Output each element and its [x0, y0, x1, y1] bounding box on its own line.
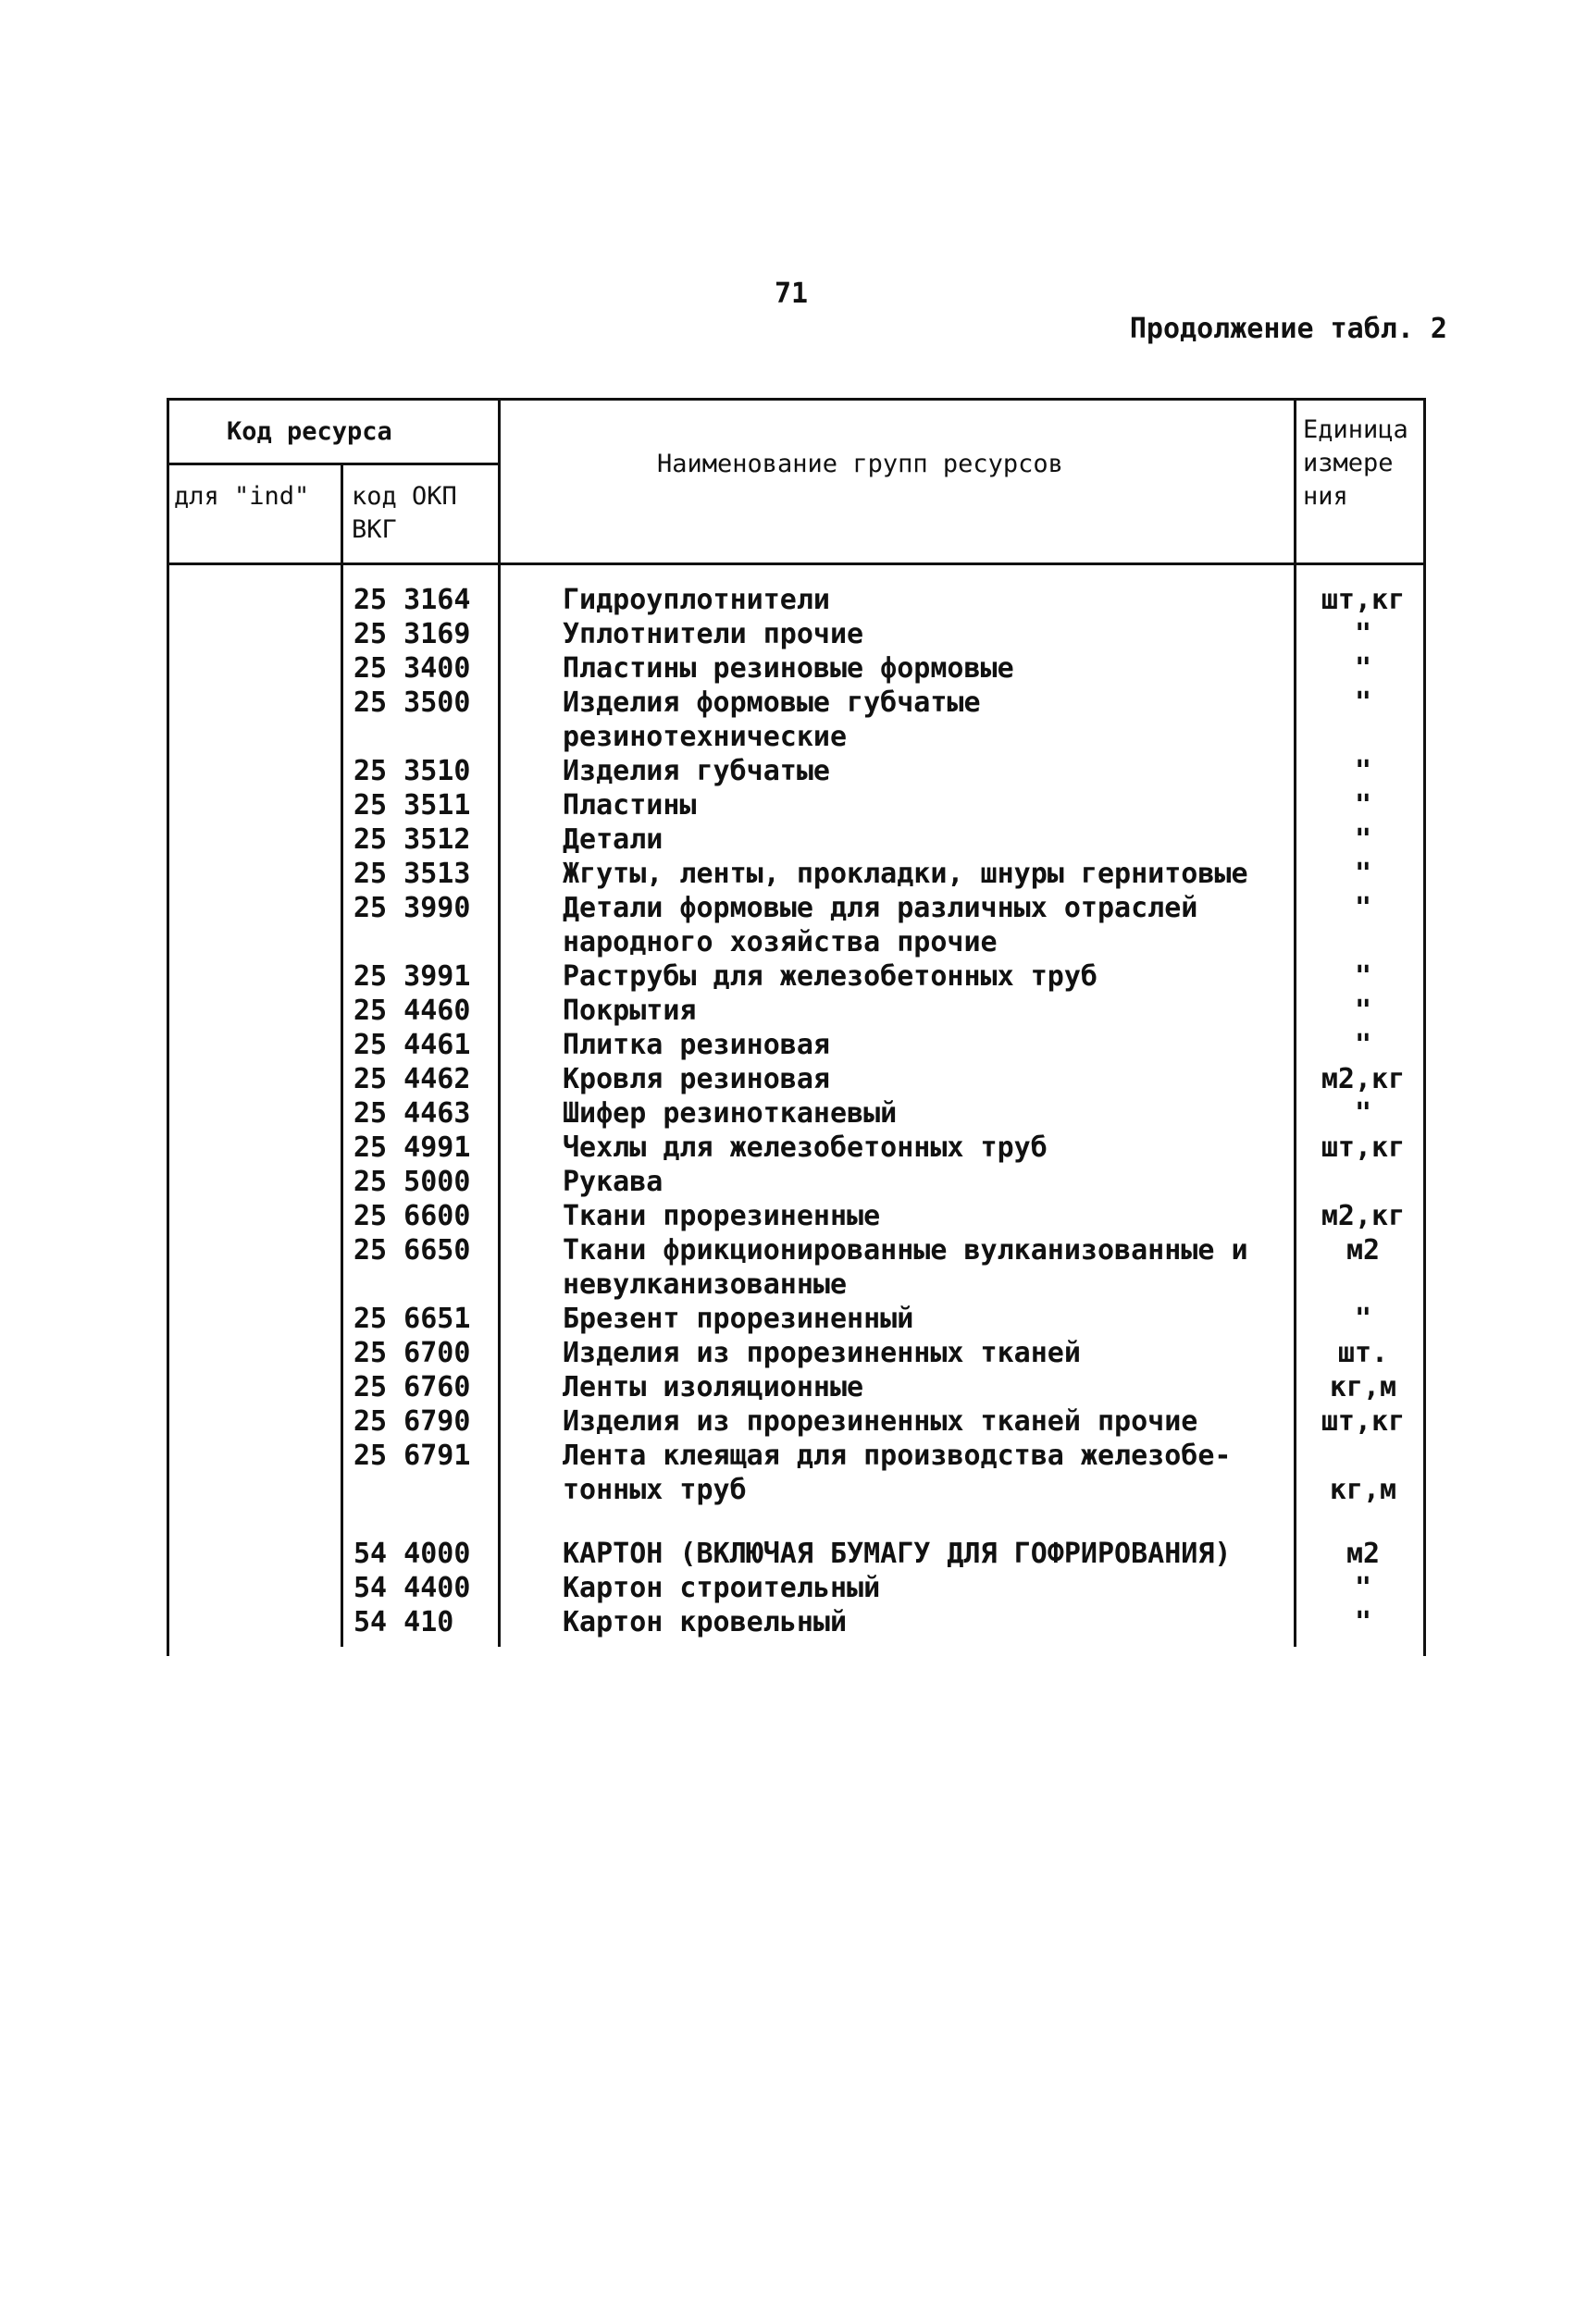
code-cell: 25 4460: [353, 995, 471, 1027]
code-cell: 25 4462: [353, 1063, 471, 1095]
name-cell: Детали: [563, 823, 663, 856]
code-cell: 25 6791: [353, 1440, 471, 1472]
unit-cell: ": [1354, 823, 1372, 856]
name-cell: Брезент прорезиненный: [563, 1303, 914, 1335]
name-line-2: тонных труб: [563, 1474, 747, 1506]
code-cell: 25 3510: [353, 755, 471, 787]
code-cell: 25 3164: [353, 584, 471, 616]
code-cell: 25 6650: [353, 1234, 471, 1267]
unit-cell: ": [1354, 789, 1372, 822]
code-cell: 25 6651: [353, 1303, 471, 1335]
name-cell: Ткани прорезиненные: [563, 1200, 881, 1232]
header-unit-line3: ния: [1303, 482, 1348, 511]
code-cell: 25 3512: [353, 823, 471, 856]
name-cell: Гидроуплотнители: [563, 584, 830, 616]
unit-cell: м2,кг: [1321, 1200, 1406, 1232]
header-unit-line2: измере: [1303, 449, 1394, 477]
code-cell: 25 6600: [353, 1200, 471, 1232]
name-cell: Жгуты, ленты, прокладки, шнуры гернитовые: [563, 858, 1248, 890]
unit-cell: ": [1354, 1572, 1372, 1604]
code-cell: 25 3990: [353, 892, 471, 924]
name-cell: Покрытия: [563, 995, 697, 1027]
header-group-name: Наименование групп ресурсов: [657, 450, 1063, 478]
code-cell: 25 6760: [353, 1371, 471, 1403]
code-column: [353, 583, 492, 1639]
section-gap: [353, 1507, 492, 1537]
unit-cell: ": [1354, 995, 1372, 1027]
name-cell: Изделия из прорезиненных тканей: [563, 1337, 1081, 1369]
unit-cell: м2: [1346, 1234, 1381, 1267]
unit-cell: ": [1354, 892, 1372, 924]
name-column: [563, 583, 1294, 1639]
unit-cell: ": [1354, 686, 1372, 719]
name-line-1: Изделия формовые губчатые: [563, 686, 981, 719]
unit-cell: м2: [1346, 1538, 1381, 1570]
name-cell: Уплотнители прочие: [563, 618, 864, 650]
code-cell: 25 3513: [353, 858, 471, 890]
unit-column: [1294, 583, 1432, 1639]
unit-cell: ": [1354, 1303, 1372, 1335]
code-cell: 25 6700: [353, 1337, 471, 1369]
name-cell: [563, 1233, 1294, 1302]
name-cell: Картон кровельный: [563, 1606, 848, 1638]
unit-cell: шт.: [1337, 1337, 1389, 1369]
code-cell: 54 4400: [353, 1572, 471, 1604]
code-cell: 25 3511: [353, 789, 471, 822]
name-cell: Чехлы для железобетонных труб: [563, 1131, 1048, 1164]
code-cell: 25 5000: [353, 1166, 471, 1198]
name-cell: Кровля резиновая: [563, 1063, 830, 1095]
code-cell: 25 4991: [353, 1131, 471, 1164]
page-number: 71: [774, 278, 809, 310]
name-cell: Шифер резинотканевый: [563, 1097, 898, 1130]
name-cell: Раструбы для железобетонных труб: [563, 960, 1098, 993]
name-line-2: невулканизованные: [563, 1268, 848, 1301]
unit-cell: шт,кг: [1321, 1405, 1406, 1438]
code-cell: 25 4463: [353, 1097, 471, 1130]
code-cell: 25 4461: [353, 1029, 471, 1061]
name-cell: Картон строительный: [563, 1572, 881, 1604]
unit-cell: ": [1354, 1029, 1372, 1061]
name-line-1: Детали формовые для различных отраслей: [563, 892, 1198, 924]
name-cell: Изделия губчатые: [563, 755, 830, 787]
code-cell: 25 3400: [353, 652, 471, 685]
ind-column-divider: [341, 463, 343, 1647]
code-cell: 25 3991: [353, 960, 471, 993]
unit-cell: кг,м: [1329, 1474, 1397, 1506]
name-line-1: Ткани фрикционированные вулканизованные и: [563, 1234, 1248, 1267]
unit-cell: м2,кг: [1321, 1063, 1406, 1095]
unit-cell: шт,кг: [1321, 584, 1406, 616]
code-column-divider: [498, 398, 501, 1647]
header-okp-code-line2: ВКГ: [352, 515, 397, 544]
table-left-border: [167, 398, 169, 1656]
name-cell: Рукава: [563, 1166, 663, 1198]
name-cell: [563, 686, 1294, 754]
name-cell: КАРТОН (ВКЛЮЧАЯ БУМАГУ ДЛЯ ГОФРИРОВАНИЯ): [563, 1538, 1232, 1570]
name-line-2: резинотехнические: [563, 721, 848, 753]
section-gap: [1294, 1507, 1432, 1537]
name-cell: Плитка резиновая: [563, 1029, 830, 1061]
unit-cell: кг,м: [1329, 1371, 1397, 1403]
name-cell: Ленты изоляционные: [563, 1371, 864, 1403]
unit-cell: шт,кг: [1321, 1131, 1406, 1164]
name-line-2: народного хозяйства прочие: [563, 926, 998, 958]
header-bottom-rule: [167, 562, 1423, 565]
name-line-1: Лента клеящая для производства железобе-: [563, 1440, 1232, 1472]
unit-cell: ": [1354, 618, 1372, 650]
section-gap: [563, 1507, 1294, 1537]
unit-cell: ": [1354, 960, 1372, 993]
header-for-ind: для "ind": [174, 482, 310, 511]
unit-cell: ": [1354, 1606, 1372, 1638]
table-continuation-label: Продолжение табл. 2: [1129, 313, 1447, 345]
unit-cell: [1294, 1165, 1432, 1199]
name-cell: Пластины резиновые формовые: [563, 652, 1014, 685]
header-okp-code-line1: код ОКП: [352, 482, 457, 511]
code-cell: 25 3500: [353, 686, 471, 719]
name-cell: [563, 891, 1294, 959]
header-split-rule: [167, 463, 500, 465]
unit-cell: ": [1354, 1097, 1372, 1130]
header-unit-line1: Единица: [1303, 415, 1408, 444]
code-cell: 25 3169: [353, 618, 471, 650]
name-cell: Изделия из прорезиненных тканей прочие: [563, 1405, 1198, 1438]
code-cell: 54 4000: [353, 1538, 471, 1570]
unit-cell: ": [1354, 858, 1372, 890]
name-cell: Пластины: [563, 789, 697, 822]
unit-cell: ": [1354, 755, 1372, 787]
header-resource-code: Код ресурса: [227, 417, 392, 446]
unit-cell: ": [1354, 652, 1372, 685]
code-cell: 25 6790: [353, 1405, 471, 1438]
name-cell: [563, 1439, 1294, 1507]
code-cell: 54 410: [353, 1606, 454, 1638]
table-top-rule: [167, 398, 1423, 401]
